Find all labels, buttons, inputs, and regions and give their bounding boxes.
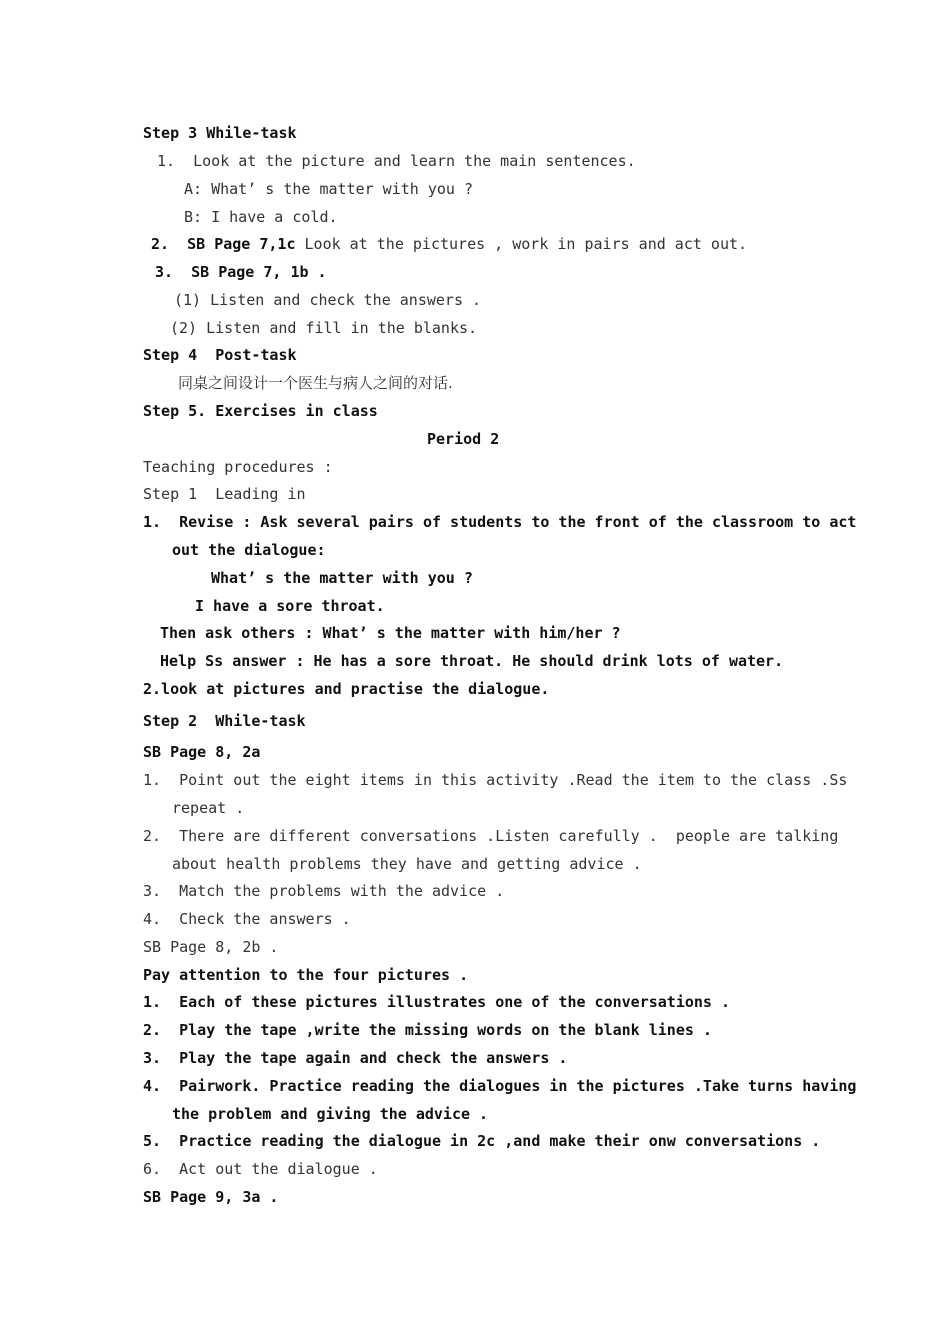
instruction-line: Pay attention to the four pictures . (143, 966, 469, 984)
list-item-text: Look at the pictures , work in pairs and act out. (295, 235, 748, 253)
sb-ref: SB Page 8, 2b . (143, 938, 279, 956)
list-item: 6. Act out the dialogue . (143, 1160, 378, 1178)
section-label: Teaching procedures : (143, 458, 333, 476)
sub-item: (2) Listen and fill in the blanks. (170, 319, 478, 337)
step2-heading: Step 2 While-task (143, 712, 306, 730)
step1-heading: Step 1 Leading in (143, 485, 306, 503)
instruction-line: Help Ss answer : He has a sore throat. He should drink lots of water. (160, 652, 784, 670)
dialogue-line: B: I have a cold. (184, 208, 338, 226)
list-item: 3. Play the tape again and check the answers . (143, 1049, 568, 1067)
step5-heading: Step 5. Exercises in class (143, 402, 378, 420)
list-item: 3. Match the problems with the advice . (143, 882, 505, 900)
list-item (151, 234, 747, 254)
list-item: 4. Pairwork. Practice reading the dialogues in the pictures .Take turns having (143, 1077, 857, 1095)
list-item-continuation: about health problems they have and getting advice . (172, 855, 642, 873)
list-item: 2.look at pictures and practise the dialogue. (143, 680, 550, 698)
sb-ref: SB Page 8, 2a (143, 743, 261, 761)
list-item-continuation: the problem and giving the advice . (172, 1105, 489, 1123)
period-title: Period 2 (427, 430, 500, 448)
instruction-line: Then ask others : What’ s the matter with him/her ? (160, 624, 621, 642)
step3-heading: Step 3 While-task (143, 124, 297, 142)
dialogue-line: A: What’ s the matter with you ? (184, 180, 473, 198)
step4-heading: Step 4 Post-task (143, 346, 297, 364)
chinese-instruction: 同桌之间设计一个医生与病人之间的对话. (178, 374, 453, 392)
list-item: 2. There are different conversations .Listen carefully . people are talking (143, 827, 839, 845)
list-item-continuation: repeat . (172, 799, 245, 817)
list-item: 2. Play the tape ,write the missing words on the blank lines . (143, 1021, 712, 1039)
list-item: 4. Check the answers . (143, 910, 351, 928)
list-item-continuation: out the dialogue: (172, 541, 326, 559)
sb-ref: 2. SB Page 7,1c (151, 235, 296, 253)
list-item: 1. Revise : Ask several pairs of students to the front of the classroom to act (143, 513, 857, 531)
sub-item: (1) Listen and check the answers . (174, 291, 482, 309)
list-item: 1. Each of these pictures illustrates one of the conversations . (143, 993, 730, 1011)
dialogue-line: What’ s the matter with you ? (211, 569, 473, 587)
sb-ref: SB Page 9, 3a . (143, 1188, 279, 1206)
dialogue-line: I have a sore throat. (195, 597, 385, 615)
list-item: 1. Look at the picture and learn the main sentences. (157, 152, 636, 170)
list-item: 5. Practice reading the dialogue in 2c ,and make their onw conversations . (143, 1132, 821, 1150)
list-item: 3. SB Page 7, 1b . (155, 263, 327, 281)
list-item: 1. Point out the eight items in this activity .Read the item to the class .Ss (143, 771, 848, 789)
